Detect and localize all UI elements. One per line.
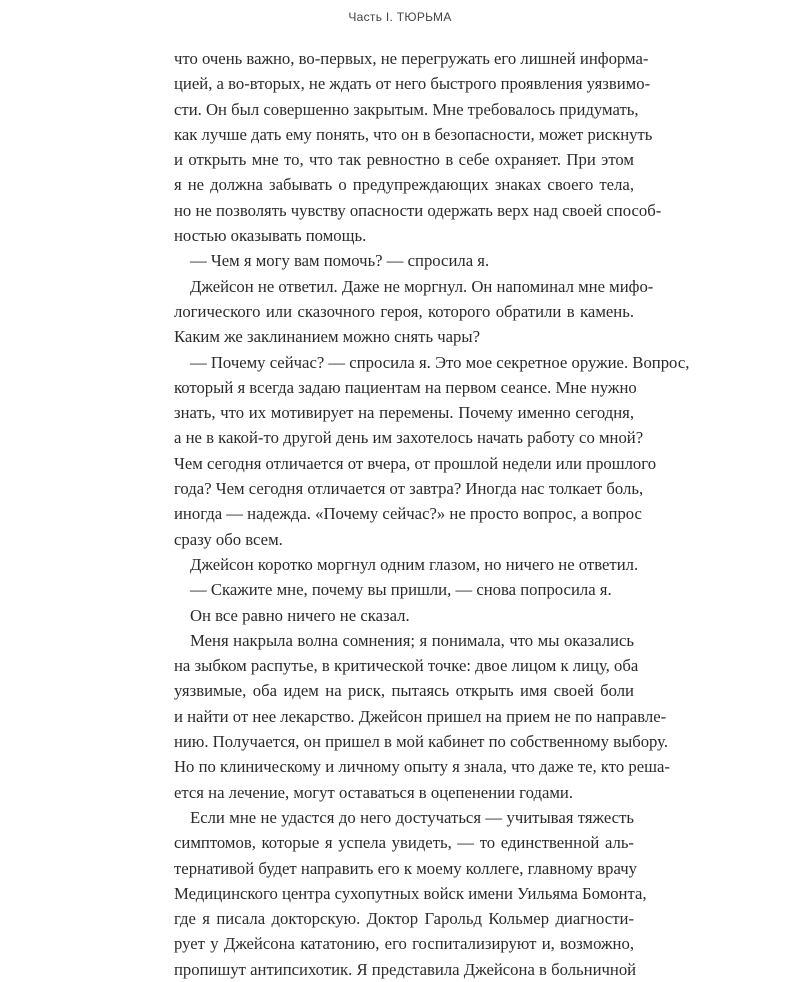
- text-line: логического или сказочного героя, которого обратили в камень.: [174, 301, 634, 321]
- text-line: — Чем я могу вам помочь? — спросила я.: [190, 251, 490, 271]
- text-line: который я всегда задаю пациентам на первом сеансе. Мне нужно: [174, 377, 637, 397]
- text-line: тернативой будет направить его к моему коллеге, главному врачу: [174, 858, 637, 878]
- text-line: нию. Получается, он пришел в мой кабинет по собственному выбору.: [174, 732, 669, 752]
- text-line: Он все равно ничего не сказал.: [190, 605, 410, 625]
- text-line: иногда — надежда. «Почему сейчас?» не просто вопрос, а вопрос: [174, 504, 642, 524]
- text-line: Чем сегодня отличается от вчера, от прошлой недели или прошлого: [174, 453, 657, 473]
- text-line: года? Чем сегодня отличается от завтра? Иногда нас толкает боль,: [174, 479, 644, 499]
- text-line: сразу обо всем.: [174, 529, 283, 549]
- text-line: Меня накрыла волна сомнения; я понимала, что мы оказались: [190, 630, 634, 650]
- text-line: Джейсон коротко моргнул одним глазом, но ничего не ответил.: [190, 554, 639, 574]
- text-line: а не в какой-то другой день им захотелось начать работу со мной?: [174, 428, 644, 448]
- running-head: Часть I. ТЮРЬМА: [348, 10, 452, 24]
- text-line: рует у Джейсона кататонию, его госпитализируют и, возможно,: [174, 934, 634, 954]
- text-line: Медицинского центра сухопутных войск имени Уильяма Бомонта,: [174, 883, 647, 903]
- text-line: где я писала докторскую. Доктор Гарольд Кольмер диагности-: [174, 909, 634, 929]
- text-line: уязвимые, оба идем на риск, пытаясь открыть имя своей боли: [174, 681, 634, 701]
- text-line: пропишут антипсихотик. Я представила Джейсона в больничной: [174, 959, 637, 979]
- text-line: симптомов, которые я успела увидеть, — то единственной аль-: [174, 833, 634, 853]
- text-line: сти. Он был совершенно закрытым. Мне требовалось придумать,: [174, 99, 639, 119]
- text-line: Каким же заклинанием можно снять чары?: [174, 327, 480, 347]
- text-line: ется на лечение, могут оставаться в оцепенении годами.: [174, 782, 574, 802]
- text-line: — Почему сейчас? — спросила я. Это мое секретное оружие. Вопрос,: [190, 352, 690, 372]
- body-text: [174, 46, 690, 982]
- text-line: я не должна забывать о предупреждающих знаках своего тела,: [174, 175, 634, 195]
- text-line: Если мне не удастся до него достучаться — учитывая тяжесть: [190, 807, 634, 827]
- text-line: знать, что их мотивирует на перемены. Почему именно сегодня,: [174, 403, 634, 423]
- text-line: Джейсон не ответил. Даже не моргнул. Он напоминал мне мифо-: [190, 276, 654, 296]
- text-line: но не позволять чувству опасности одержать верх над своей способ-: [174, 200, 662, 220]
- text-line: — Скажите мне, почему вы пришли, — снова попросила я.: [190, 580, 612, 600]
- text-line: ностью оказывать помощь.: [174, 226, 367, 246]
- text-line: Но по клиническому и личному опыту я знала, что даже те, кто реша-: [174, 757, 670, 777]
- text-line: и найти от нее лекарство. Джейсон пришел на прием не по направле-: [174, 706, 667, 726]
- text-line: цией, а во-вторых, не ждать от него быстрого проявления уязвимо-: [174, 74, 651, 94]
- text-line: как лучше дать ему понять, что он в безопасности, может рискнуть: [174, 124, 653, 144]
- text-line: и открыть мне то, что так ревностно в себе охраняет. При этом: [174, 150, 634, 170]
- text-line: что очень важно, во-первых, не перегружать его лишней информа-: [174, 49, 649, 68]
- text-line: на зыбком распутье, в критической точке: двое лицом к лицу, оба: [174, 656, 639, 676]
